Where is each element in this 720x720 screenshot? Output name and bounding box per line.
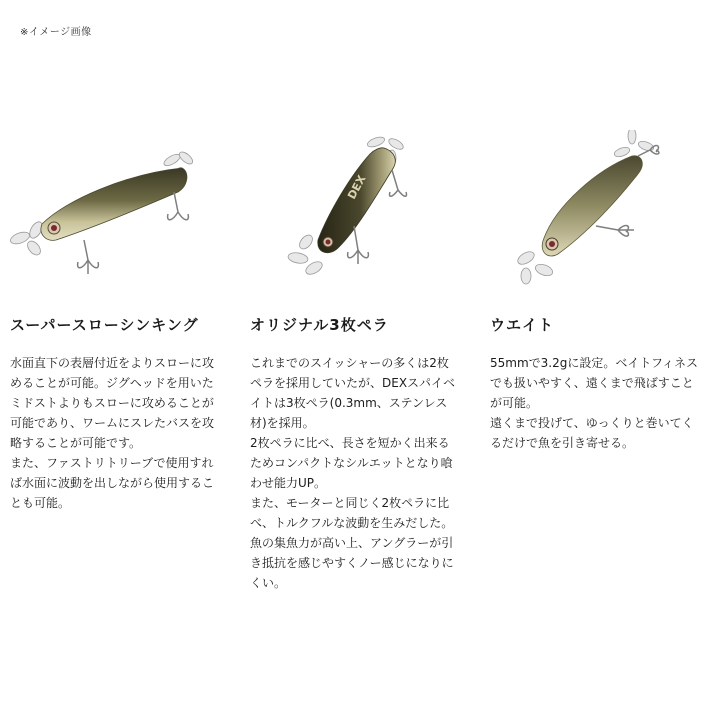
feature-title: オリジナル3枚ペラ — [250, 316, 389, 334]
feature-column-slow-sinking — [6, 130, 238, 513]
front-propeller — [9, 220, 45, 258]
feature-title: ウエイト — [490, 316, 555, 334]
feature-description: 55mmで3.2gに設定。ベイトフィネス でも扱いやすく、遠くまで飛ばすこと が可能。 遠くまで投げて、ゆっくりと巻いてく るだけで魚を引き寄せる。 — [490, 356, 699, 450]
lure-logo: DEX — [345, 173, 369, 202]
image-note: ※イメージ画像 — [20, 27, 92, 38]
lure-top-view-image — [246, 130, 478, 290]
feature-title: スーパースローシンキング — [10, 316, 199, 334]
rear-propeller — [613, 130, 655, 158]
lure-angled-view-image — [486, 130, 718, 290]
feature-description: これまでのスイッシャーの多くは2枚 ペラを採用していたが、DEXスパイベ イトは3枚ペラ(0.3mm、ステンレス 材)を採用。 2枚ペラに比べ、長さを短かく出来る ためコンパクトなシルエットとなり喰 わせ能力UP。 また、モーターと同じく2枚ペラに比 べ、トルクフルな波動を生みだした。 魚の集魚力が高い上、アングラーが引 き抵抗を感じやすくノー感じになりに くい。 — [250, 356, 456, 590]
feature-description: 水面直下の表層付近をよりスローに攻 めることが可能。ジグヘッドを用いた ミドストよりもスローに攻めることが 可能であり、ワームにスレたバスを攻 略することが可能です。 また、ファストリトリーブで使用すれ ば水面に波動を出しながら使用するこ とも可能。 — [10, 356, 215, 510]
lure-side-view-image — [6, 130, 238, 290]
feature-column-weight — [486, 130, 718, 453]
feature-column-propeller — [246, 130, 478, 593]
